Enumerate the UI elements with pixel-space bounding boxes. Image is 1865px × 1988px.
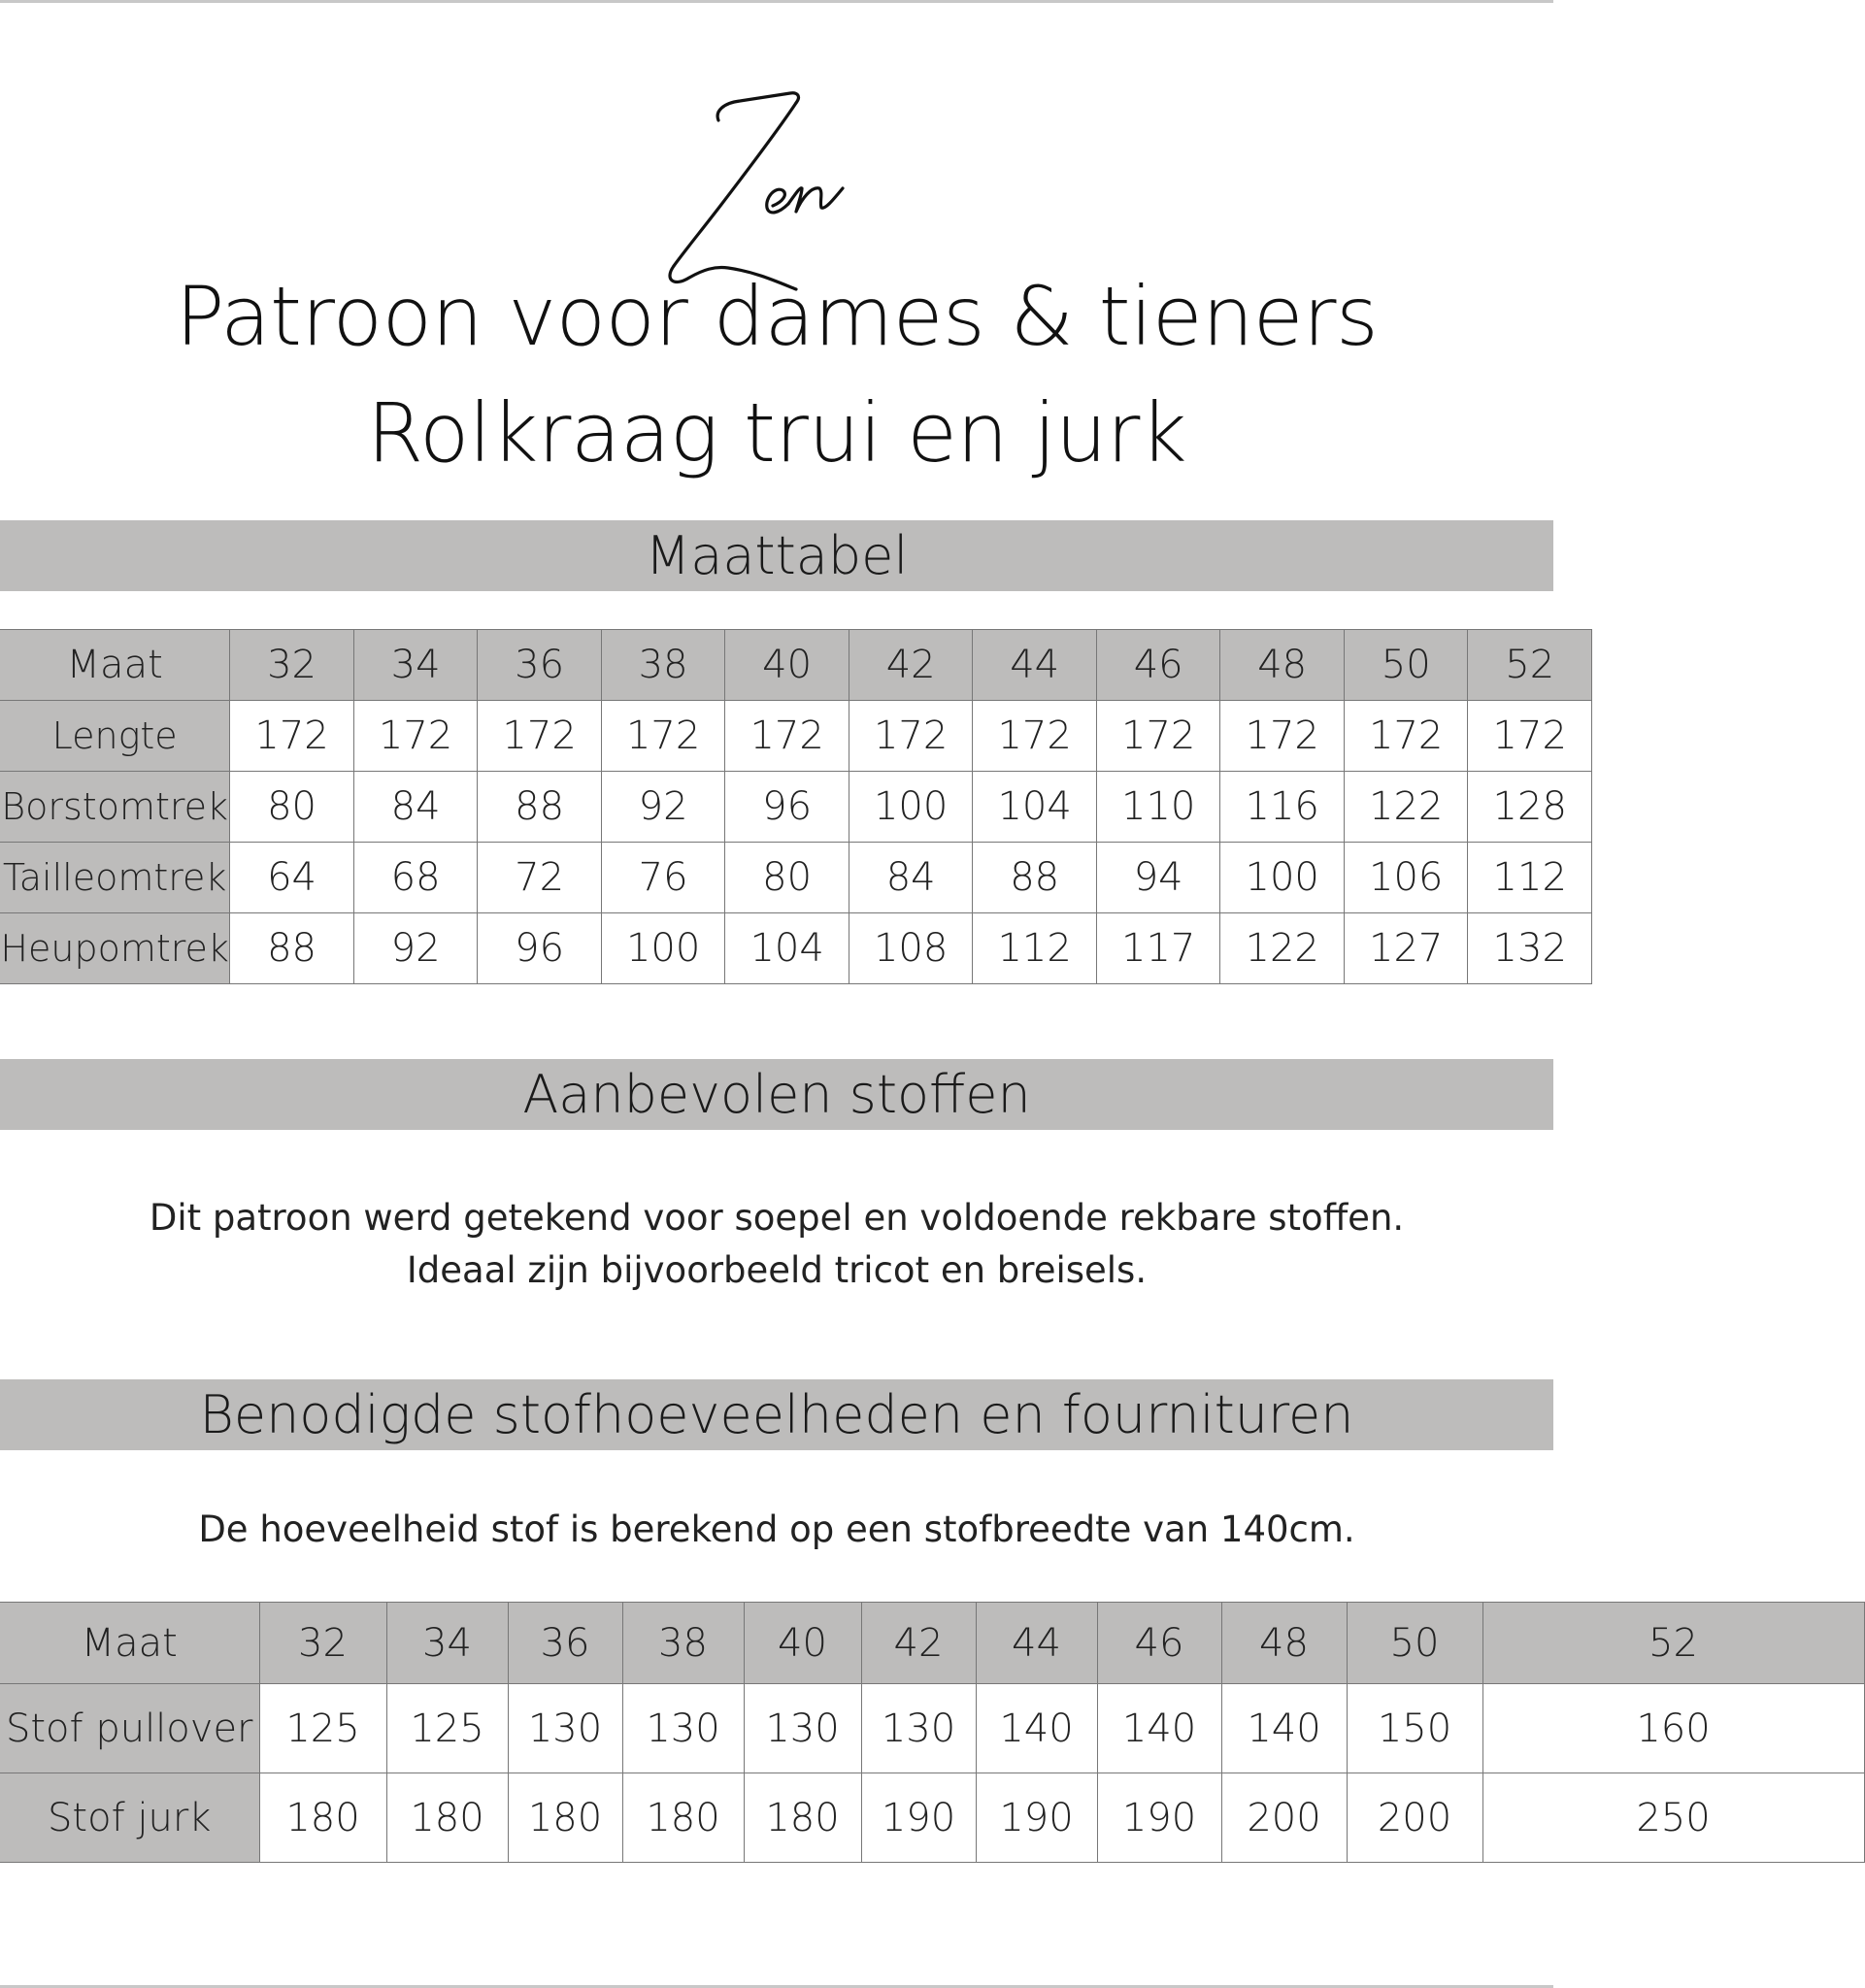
zen-script-logo bbox=[621, 85, 893, 299]
fabrics-description-line1: Dit patroon werd getekend voor soepel en voldoende rekbare stoffen. bbox=[149, 1197, 1405, 1239]
size-cell: 40 bbox=[725, 630, 849, 701]
size-cell: 52 bbox=[1468, 630, 1592, 701]
fabric-quantity-table bbox=[0, 1602, 1865, 1863]
table-cell: 92 bbox=[353, 913, 478, 984]
row-label-stof-jurk: Stof jurk bbox=[0, 1773, 259, 1863]
table-cell: 125 bbox=[386, 1684, 508, 1773]
table-cell: 160 bbox=[1482, 1684, 1864, 1773]
size-cell: 32 bbox=[230, 630, 354, 701]
table-cell: 88 bbox=[478, 772, 602, 843]
table-cell: 94 bbox=[1096, 843, 1220, 913]
table-cell: 108 bbox=[849, 913, 973, 984]
table-cell: 122 bbox=[1220, 913, 1345, 984]
table-cell: 172 bbox=[849, 701, 973, 772]
size-cell: 34 bbox=[353, 630, 478, 701]
table-cell: 112 bbox=[1468, 843, 1592, 913]
table-cell: 117 bbox=[1096, 913, 1220, 984]
table-cell: 190 bbox=[861, 1773, 976, 1863]
table-cell: 64 bbox=[230, 843, 354, 913]
table-cell: 250 bbox=[1482, 1773, 1864, 1863]
table-cell: 172 bbox=[973, 701, 1097, 772]
page-title: Patroon voor dames & tieners bbox=[175, 269, 1379, 364]
size-table bbox=[0, 629, 1592, 984]
table-cell: 80 bbox=[725, 843, 849, 913]
table-cell: 125 bbox=[259, 1684, 386, 1773]
size-cell: 40 bbox=[744, 1603, 861, 1684]
table-cell: 68 bbox=[353, 843, 478, 913]
table-cell: 200 bbox=[1347, 1773, 1482, 1863]
table-row bbox=[0, 913, 1592, 984]
table-cell: 140 bbox=[1221, 1684, 1347, 1773]
table-cell: 127 bbox=[1344, 913, 1468, 984]
table-cell: 180 bbox=[508, 1773, 622, 1863]
table-row bbox=[0, 772, 1592, 843]
table-cell: 104 bbox=[725, 913, 849, 984]
table-cell: 150 bbox=[1347, 1684, 1482, 1773]
table-cell: 104 bbox=[973, 772, 1097, 843]
fabrics-description bbox=[0, 1192, 1553, 1297]
size-cell: 32 bbox=[259, 1603, 386, 1684]
top-border bbox=[0, 0, 1553, 3]
row-label-heupomtrek: Heupomtrek bbox=[0, 913, 230, 984]
size-cell: 48 bbox=[1220, 630, 1345, 701]
table-cell: 100 bbox=[849, 772, 973, 843]
row-label-lengte: Lengte bbox=[0, 701, 230, 772]
table-cell: 180 bbox=[622, 1773, 744, 1863]
table-cell: 88 bbox=[973, 843, 1097, 913]
quantities-note: De hoeveelheid stof is berekend op een stofbreedte van 140cm. bbox=[198, 1508, 1355, 1550]
table-cell: 100 bbox=[601, 913, 725, 984]
table-cell: 80 bbox=[230, 772, 354, 843]
table-cell: 172 bbox=[1344, 701, 1468, 772]
table-cell: 84 bbox=[849, 843, 973, 913]
size-table-header-row bbox=[0, 630, 1592, 701]
table-cell: 172 bbox=[725, 701, 849, 772]
fabrics-description-line2: Ideaal zijn bijvoorbeeld tricot en breisels. bbox=[406, 1249, 1148, 1291]
table-cell: 180 bbox=[386, 1773, 508, 1863]
size-cell: 36 bbox=[508, 1603, 622, 1684]
table-cell: 190 bbox=[976, 1773, 1097, 1863]
size-cell: 50 bbox=[1347, 1603, 1482, 1684]
table-cell: 96 bbox=[725, 772, 849, 843]
table-cell: 172 bbox=[601, 701, 725, 772]
table-row bbox=[0, 1684, 1864, 1773]
table-cell: 110 bbox=[1096, 772, 1220, 843]
table-cell: 140 bbox=[976, 1684, 1097, 1773]
table-cell: 190 bbox=[1097, 1773, 1221, 1863]
size-cell: 44 bbox=[973, 630, 1097, 701]
row-label-stof-pullover: Stof pullover bbox=[0, 1684, 259, 1773]
row-label-tailleomtrek: Tailleomtrek bbox=[0, 843, 230, 913]
table-cell: 106 bbox=[1344, 843, 1468, 913]
table-cell: 122 bbox=[1344, 772, 1468, 843]
size-cell: 46 bbox=[1096, 630, 1220, 701]
table-cell: 172 bbox=[1220, 701, 1345, 772]
size-cell: 38 bbox=[622, 1603, 744, 1684]
table-cell: 200 bbox=[1221, 1773, 1347, 1863]
table-cell: 132 bbox=[1468, 913, 1592, 984]
size-table-header-label: Maat bbox=[0, 630, 230, 701]
table-cell: 140 bbox=[1097, 1684, 1221, 1773]
size-cell: 52 bbox=[1482, 1603, 1864, 1684]
size-cell: 50 bbox=[1344, 630, 1468, 701]
fabric-table-header-label: Maat bbox=[0, 1603, 259, 1684]
section-header-fabrics: Aanbevolen stoffen bbox=[0, 1059, 1553, 1130]
table-row bbox=[0, 701, 1592, 772]
table-cell: 116 bbox=[1220, 772, 1345, 843]
table-cell: 130 bbox=[744, 1684, 861, 1773]
table-cell: 130 bbox=[861, 1684, 976, 1773]
size-cell: 42 bbox=[861, 1603, 976, 1684]
table-cell: 112 bbox=[973, 913, 1097, 984]
brand-logo bbox=[621, 85, 893, 299]
size-cell: 38 bbox=[601, 630, 725, 701]
page-subtitle: Rolkraag trui en jurk bbox=[366, 385, 1187, 480]
table-cell: 96 bbox=[478, 913, 602, 984]
table-row bbox=[0, 1773, 1864, 1863]
table-cell: 172 bbox=[353, 701, 478, 772]
table-cell: 172 bbox=[478, 701, 602, 772]
size-cell: 44 bbox=[976, 1603, 1097, 1684]
table-cell: 180 bbox=[744, 1773, 861, 1863]
table-cell: 76 bbox=[601, 843, 725, 913]
table-cell: 128 bbox=[1468, 772, 1592, 843]
table-cell: 88 bbox=[230, 913, 354, 984]
size-cell: 36 bbox=[478, 630, 602, 701]
table-cell: 92 bbox=[601, 772, 725, 843]
size-cell: 42 bbox=[849, 630, 973, 701]
table-cell: 130 bbox=[508, 1684, 622, 1773]
size-cell: 46 bbox=[1097, 1603, 1221, 1684]
table-cell: 172 bbox=[1468, 701, 1592, 772]
row-label-borstomtrek: Borstomtrek bbox=[0, 772, 230, 843]
table-cell: 84 bbox=[353, 772, 478, 843]
table-cell: 180 bbox=[259, 1773, 386, 1863]
section-header-quantities: Benodigde stofhoeveelheden en fournituren bbox=[0, 1379, 1553, 1450]
table-cell: 130 bbox=[622, 1684, 744, 1773]
section-header-size-table: Maattabel bbox=[0, 520, 1553, 591]
table-cell: 172 bbox=[1096, 701, 1220, 772]
size-cell: 34 bbox=[386, 1603, 508, 1684]
table-cell: 72 bbox=[478, 843, 602, 913]
table-cell: 100 bbox=[1220, 843, 1345, 913]
size-cell: 48 bbox=[1221, 1603, 1347, 1684]
fabric-table-header-row bbox=[0, 1603, 1864, 1684]
table-cell: 172 bbox=[230, 701, 354, 772]
table-row bbox=[0, 843, 1592, 913]
